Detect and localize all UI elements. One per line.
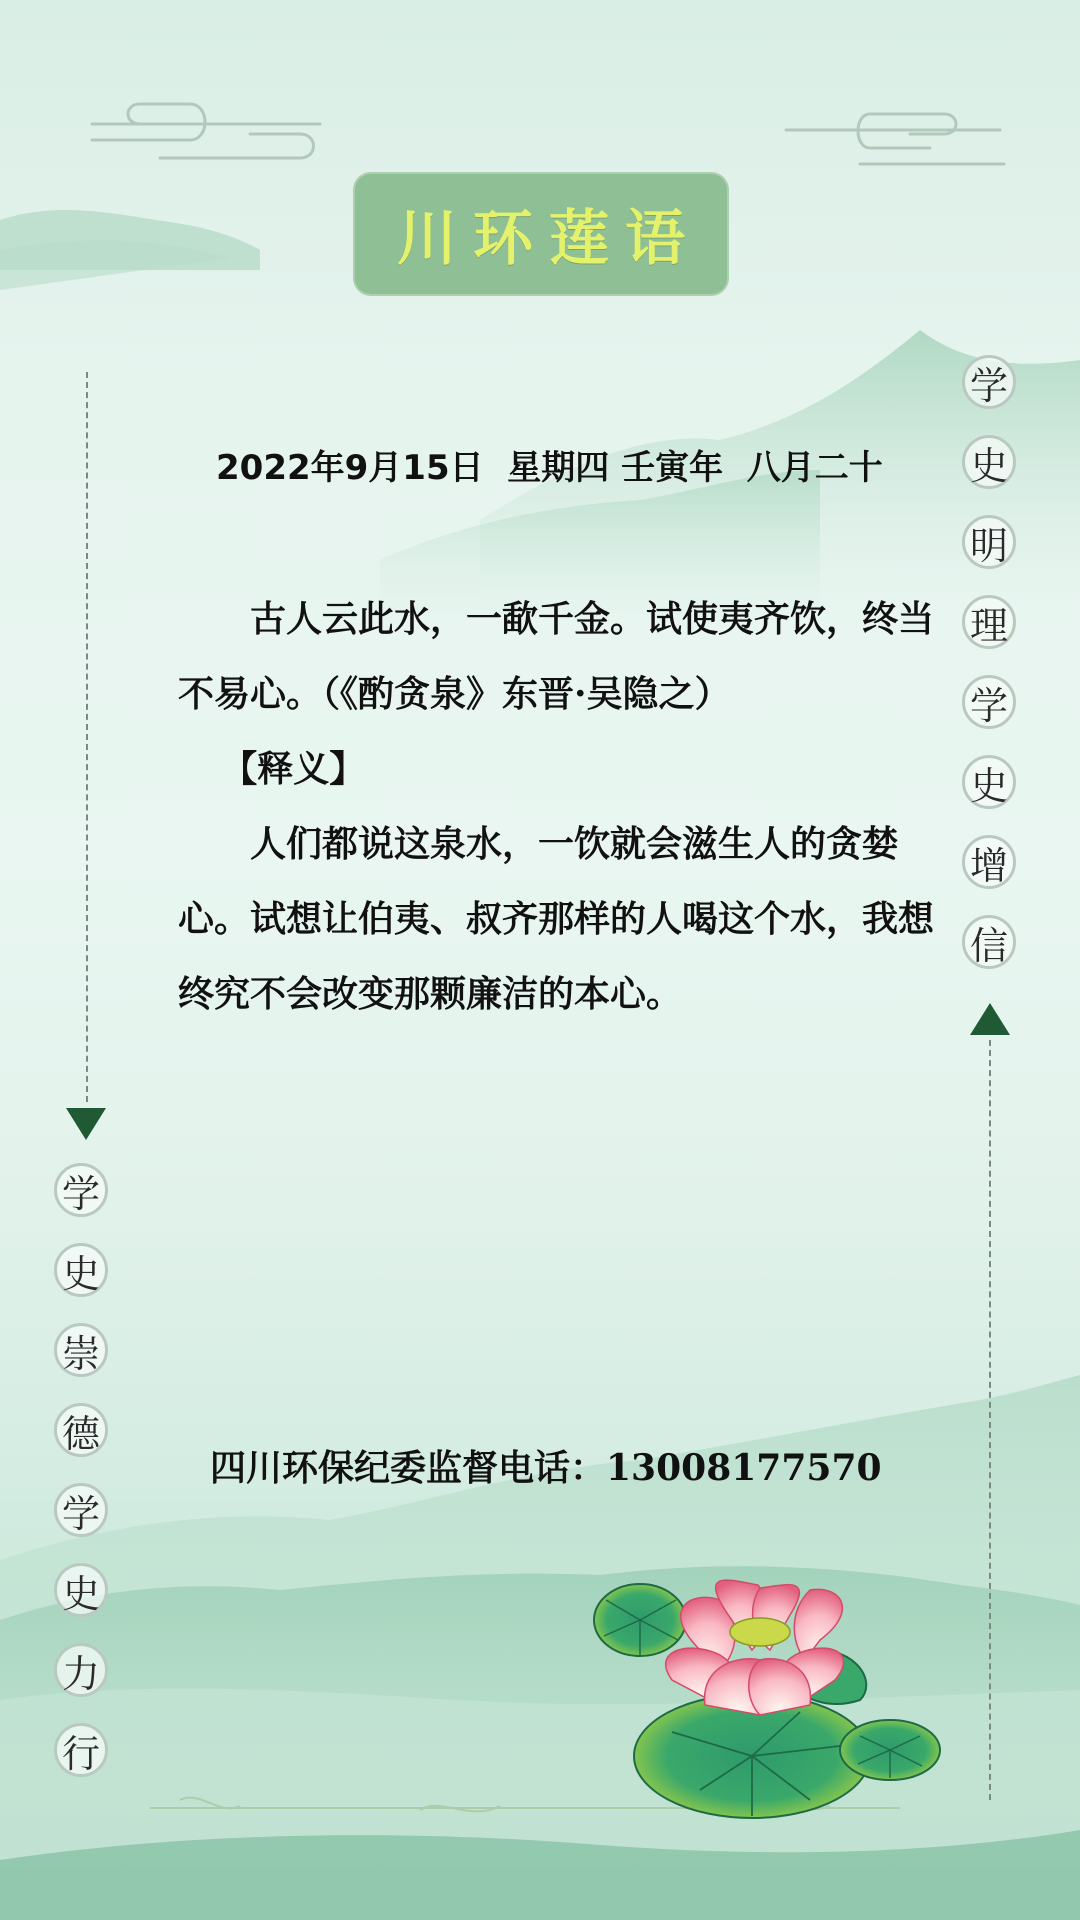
slogan-char: 学 <box>54 1163 108 1217</box>
slogan-char: 力 <box>54 1643 108 1697</box>
slogan-char: 学 <box>962 355 1016 409</box>
slogan-char: 行 <box>54 1723 108 1777</box>
slogan-char: 史 <box>962 435 1016 489</box>
date-line: 2022年9月15日 星期四 壬寅年 八月二十 <box>216 448 883 488</box>
slogan-char: 崇 <box>54 1323 108 1377</box>
dashed-line-left <box>86 372 88 1102</box>
slogan-char: 理 <box>962 595 1016 649</box>
explanation-text: 人们都说这泉水，一饮就会滋生人的贪婪心。试想让伯夷、叔齐那样的人喝这个水，我想终究不会改变那颗廉洁的本心。 <box>178 823 935 1015</box>
slogan-char: 增 <box>962 835 1016 889</box>
slogan-char: 信 <box>962 915 1016 969</box>
banner-title: 川环莲语 <box>397 204 701 274</box>
slogan-char: 德 <box>54 1403 108 1457</box>
cloud-swirl-right-icon <box>786 114 1004 164</box>
title-banner <box>353 172 729 296</box>
explanation-label: 【释义】 <box>221 748 366 790</box>
arrow-down-icon <box>66 1108 106 1140</box>
dashed-line-right <box>989 1040 991 1800</box>
slogan-char: 史 <box>962 755 1016 809</box>
slogan-char: 明 <box>962 515 1016 569</box>
slogan-char: 史 <box>54 1243 108 1297</box>
poem-content <box>178 582 946 1032</box>
right-vertical-slogan <box>962 355 1016 995</box>
slogan-char: 史 <box>54 1563 108 1617</box>
supervision-hotline: 四川环保纪委监督电话：13008177570 <box>210 1447 882 1489</box>
cloud-swirl-left-icon <box>92 104 320 158</box>
slogan-char: 学 <box>962 675 1016 729</box>
slogan-char: 学 <box>54 1483 108 1537</box>
left-vertical-slogan <box>54 1163 108 1803</box>
arrow-up-icon <box>970 1003 1010 1035</box>
poem-text: 古人云此水，一歃千金。试使夷齐饮，终当不易心。（《酌贪泉》东晋·吴隐之） <box>178 598 935 715</box>
